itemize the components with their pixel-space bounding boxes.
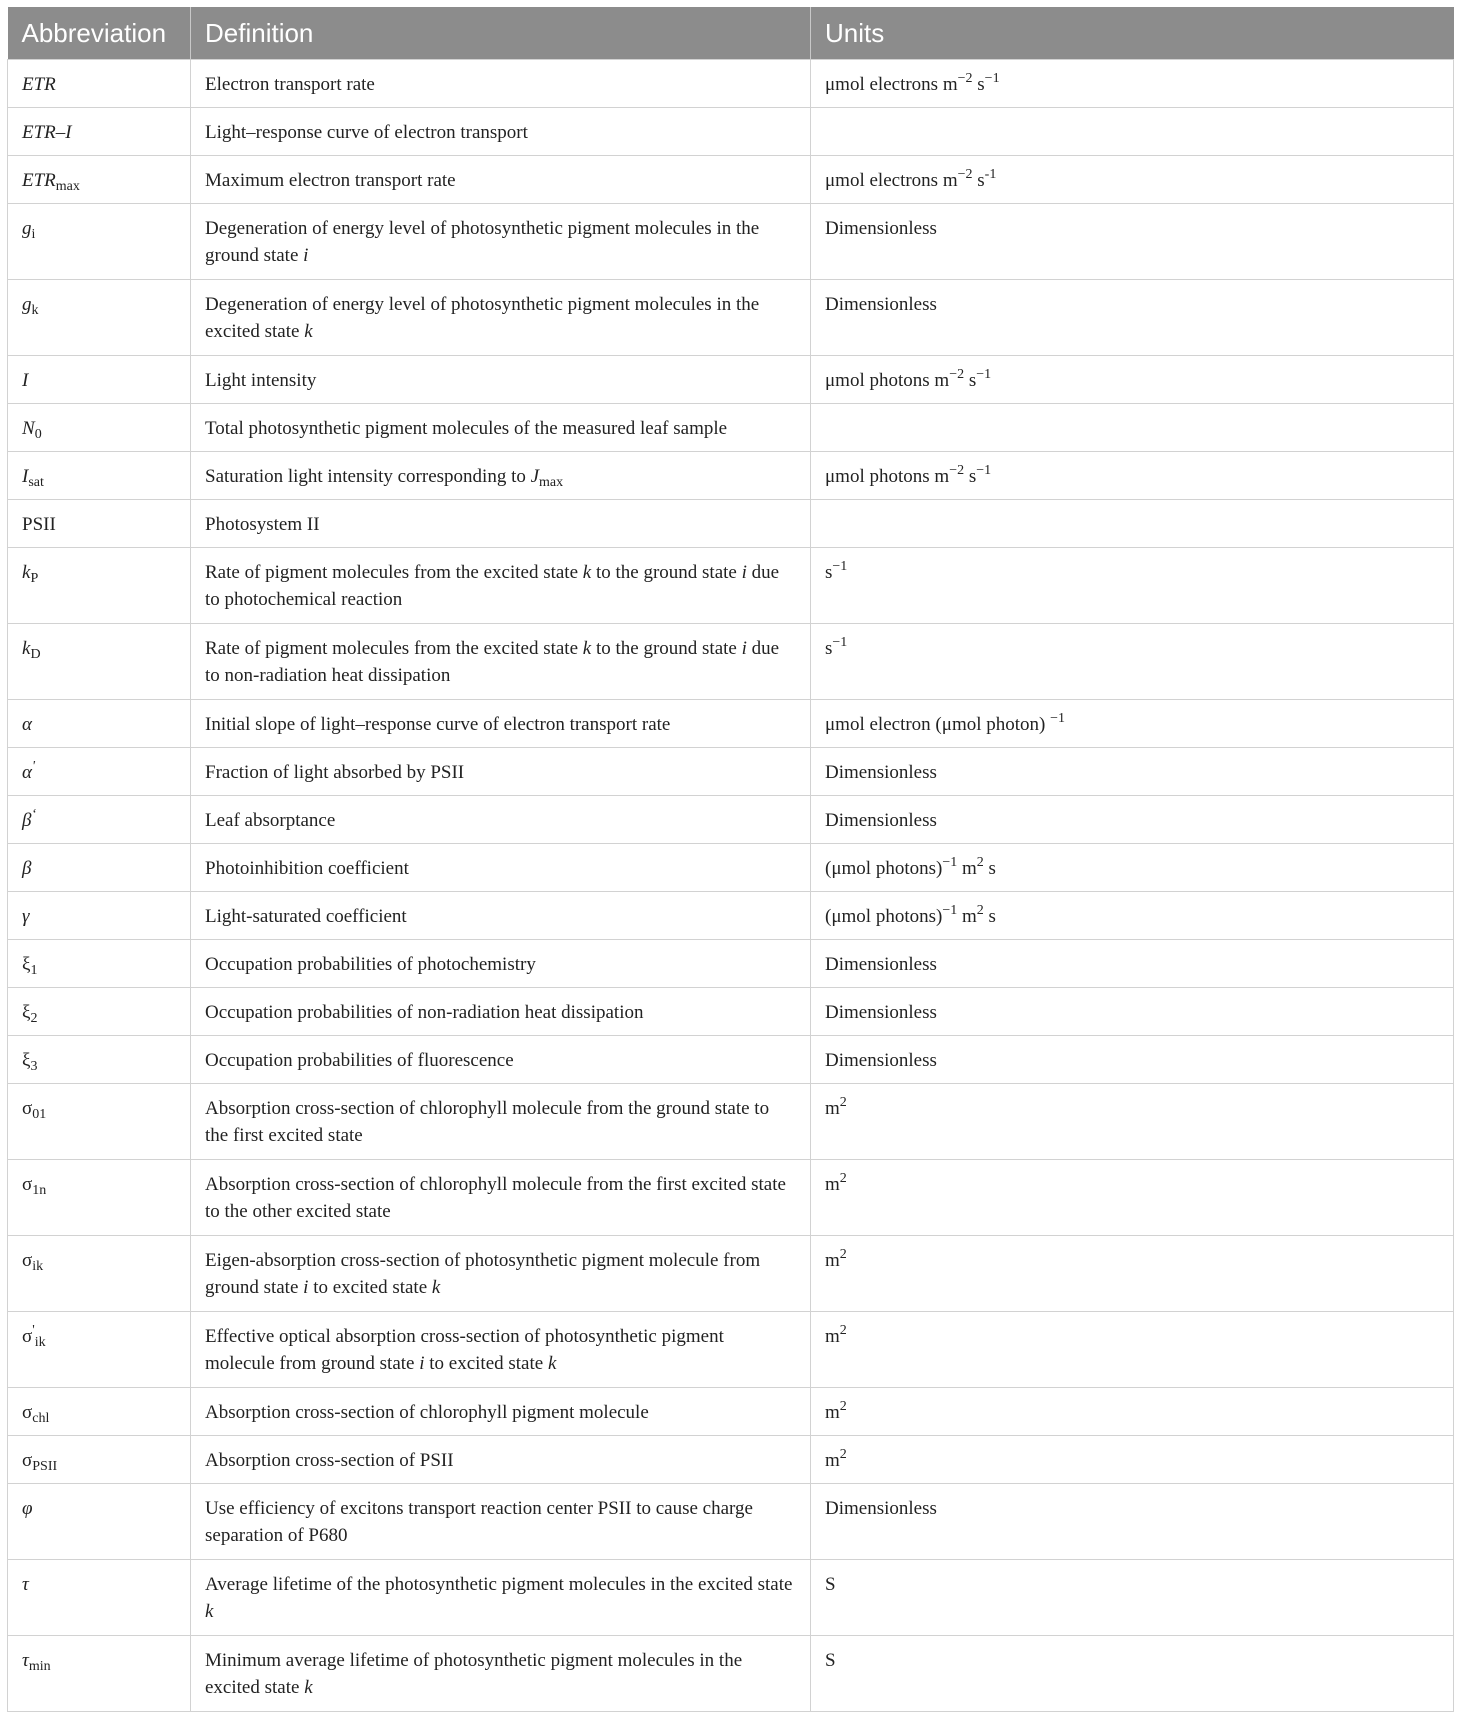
table-row [8,1636,1454,1712]
units-cell: S [811,1636,1454,1712]
abbr-cell: γ [8,892,191,940]
abbreviation-table [7,7,1454,1712]
units-cell: Dimensionless [811,204,1454,280]
abbr-cell: I [8,356,191,404]
definition-cell: Minimum average lifetime of photosynthetic pigment molecules in the excited state k [191,1636,811,1712]
definition-cell: Maximum electron transport rate [191,156,811,204]
abbr-cell: β [8,844,191,892]
definition-cell: Average lifetime of the photosynthetic pigment molecules in the excited state k [191,1560,811,1636]
table-row [8,60,1454,108]
abbr-cell: $k_D$ [8,624,191,700]
table-row [8,1236,1454,1312]
header-units: Units [811,7,1454,60]
abbr-cell: $g_k$ [8,280,191,356]
definition-cell: Absorption cross-section of chlorophyll molecule from the ground state to the first excited state [191,1084,811,1160]
units-cell: μmol electron (μmol photon) $^{-1}$ [811,700,1454,748]
abbr-cell: $\sigma'_{ik}$ [8,1312,191,1388]
definition-cell: Eigen-absorption cross-section of photosynthetic pigment molecule from ground state i to excited state k [191,1236,811,1312]
abbr-cell: $k_P$ [8,548,191,624]
abbr-cell: $\sigma_{chl}$ [8,1388,191,1436]
units-cell: Dimensionless [811,796,1454,844]
abbr-cell: $I_{sat}$ [8,452,191,500]
units-cell: μmol electrons $m^{-2}$ $s^{-1}$ [811,156,1454,204]
table-row [8,1160,1454,1236]
abbr-cell: ETR [8,60,191,108]
units-cell: Dimensionless [811,748,1454,796]
units-cell: $s^{-1}$ [811,624,1454,700]
definition-cell: Absorption cross-section of PSII [191,1436,811,1484]
abbr-cell: $\sigma_{ik}$ [8,1236,191,1312]
definition-cell: Light–response curve of electron transport [191,108,811,156]
table-container [7,7,1453,1712]
units-cell: $m^2$ [811,1388,1454,1436]
definition-cell: Light intensity [191,356,811,404]
table-row [8,844,1454,892]
abbr-cell: $\xi_2$ [8,988,191,1036]
table-row [8,204,1454,280]
table-row [8,700,1454,748]
abbr-cell: $\xi_3$ [8,1036,191,1084]
abbr-cell: $\tau_{min}$ [8,1636,191,1712]
table-row [8,156,1454,204]
definition-cell: Photoinhibition coefficient [191,844,811,892]
abbr-cell: α [8,700,191,748]
definition-cell: Electron transport rate [191,60,811,108]
table-row [8,1312,1454,1388]
units-cell [811,500,1454,548]
units-cell: (μmol photons)$^{-1}$ $m^2$ s [811,844,1454,892]
table-row [8,1560,1454,1636]
table-row [8,988,1454,1036]
units-cell: Dimensionless [811,1036,1454,1084]
table-row [8,1484,1454,1560]
definition-cell: Saturation light intensity corresponding to $J_{max}$ [191,452,811,500]
table-row [8,624,1454,700]
abbr-cell: PSII [8,500,191,548]
definition-cell: Occupation probabilities of photochemistry [191,940,811,988]
definition-cell: Light-saturated coefficient [191,892,811,940]
units-cell: $m^2$ [811,1236,1454,1312]
abbr-cell: τ [8,1560,191,1636]
units-cell [811,108,1454,156]
units-cell: μmol photons $m^{-2}$ $s^{-1}$ [811,452,1454,500]
table-row [8,1036,1454,1084]
table-row [8,1388,1454,1436]
abbr-cell: φ [8,1484,191,1560]
definition-cell: Fraction of light absorbed by PSII [191,748,811,796]
units-cell: Dimensionless [811,988,1454,1036]
units-cell: Dimensionless [811,1484,1454,1560]
table-row [8,1084,1454,1160]
abbr-cell: $N_0$ [8,404,191,452]
table-header [8,7,1454,60]
definition-cell: Degeneration of energy level of photosynthetic pigment molecules in the excited state k [191,280,811,356]
header-definition: Definition [191,7,811,60]
units-cell: S [811,1560,1454,1636]
abbr-cell: $\sigma_{PSII}$ [8,1436,191,1484]
definition-cell: Leaf absorptance [191,796,811,844]
units-cell: μmol photons $m^{-2}$ $s^{-1}$ [811,356,1454,404]
header-abbreviation: Abbreviation [8,7,191,60]
definition-cell: Photosystem II [191,500,811,548]
abbr-cell: $ETR_{max}$ [8,156,191,204]
header-row [8,7,1454,60]
units-cell: Dimensionless [811,940,1454,988]
table-row [8,892,1454,940]
abbr-cell: $\sigma_{01}$ [8,1084,191,1160]
definition-cell: Occupation probabilities of non-radiation heat dissipation [191,988,811,1036]
definition-cell: Absorption cross-section of chlorophyll molecule from the first excited state to the other excited state [191,1160,811,1236]
abbr-cell: $\xi_1$ [8,940,191,988]
table-row [8,452,1454,500]
definition-cell: Occupation probabilities of fluorescence [191,1036,811,1084]
definition-cell: Initial slope of light–response curve of electron transport rate [191,700,811,748]
definition-cell: Total photosynthetic pigment molecules of the measured leaf sample [191,404,811,452]
table-row [8,500,1454,548]
abbr-cell: ETR–I [8,108,191,156]
units-cell: Dimensionless [811,280,1454,356]
table-row [8,280,1454,356]
definition-cell: Effective optical absorption cross-section of photosynthetic pigment molecule from ground state i to excited state k [191,1312,811,1388]
table-row [8,404,1454,452]
abbr-cell: β‘ [8,796,191,844]
definition-cell: Rate of pigment molecules from the excited state k to the ground state i due to non-radiation heat dissipation [191,624,811,700]
abbr-cell: α' [8,748,191,796]
units-cell: (μmol photons)$^{-1}$ $m^2$ s [811,892,1454,940]
table-body [8,60,1454,1712]
units-cell [811,404,1454,452]
abbr-cell: $g_i$ [8,204,191,280]
units-cell: $m^2$ [811,1312,1454,1388]
definition-cell: Rate of pigment molecules from the excited state k to the ground state i due to photochemical reaction [191,548,811,624]
table-row [8,548,1454,624]
table-row [8,108,1454,156]
table-row [8,796,1454,844]
units-cell: $m^2$ [811,1436,1454,1484]
table-row [8,748,1454,796]
table-row [8,356,1454,404]
units-cell: $m^2$ [811,1160,1454,1236]
units-cell: $m^2$ [811,1084,1454,1160]
table-row [8,1436,1454,1484]
table-row [8,940,1454,988]
definition-cell: Use efficiency of excitons transport reaction center PSII to cause charge separation of P680 [191,1484,811,1560]
definition-cell: Degeneration of energy level of photosynthetic pigment molecules in the ground state i [191,204,811,280]
units-cell: $s^{-1}$ [811,548,1454,624]
abbr-cell: $\sigma_{1n}$ [8,1160,191,1236]
units-cell: μmol electrons $m^{-2}$ $s^{-1}$ [811,60,1454,108]
definition-cell: Absorption cross-section of chlorophyll pigment molecule [191,1388,811,1436]
